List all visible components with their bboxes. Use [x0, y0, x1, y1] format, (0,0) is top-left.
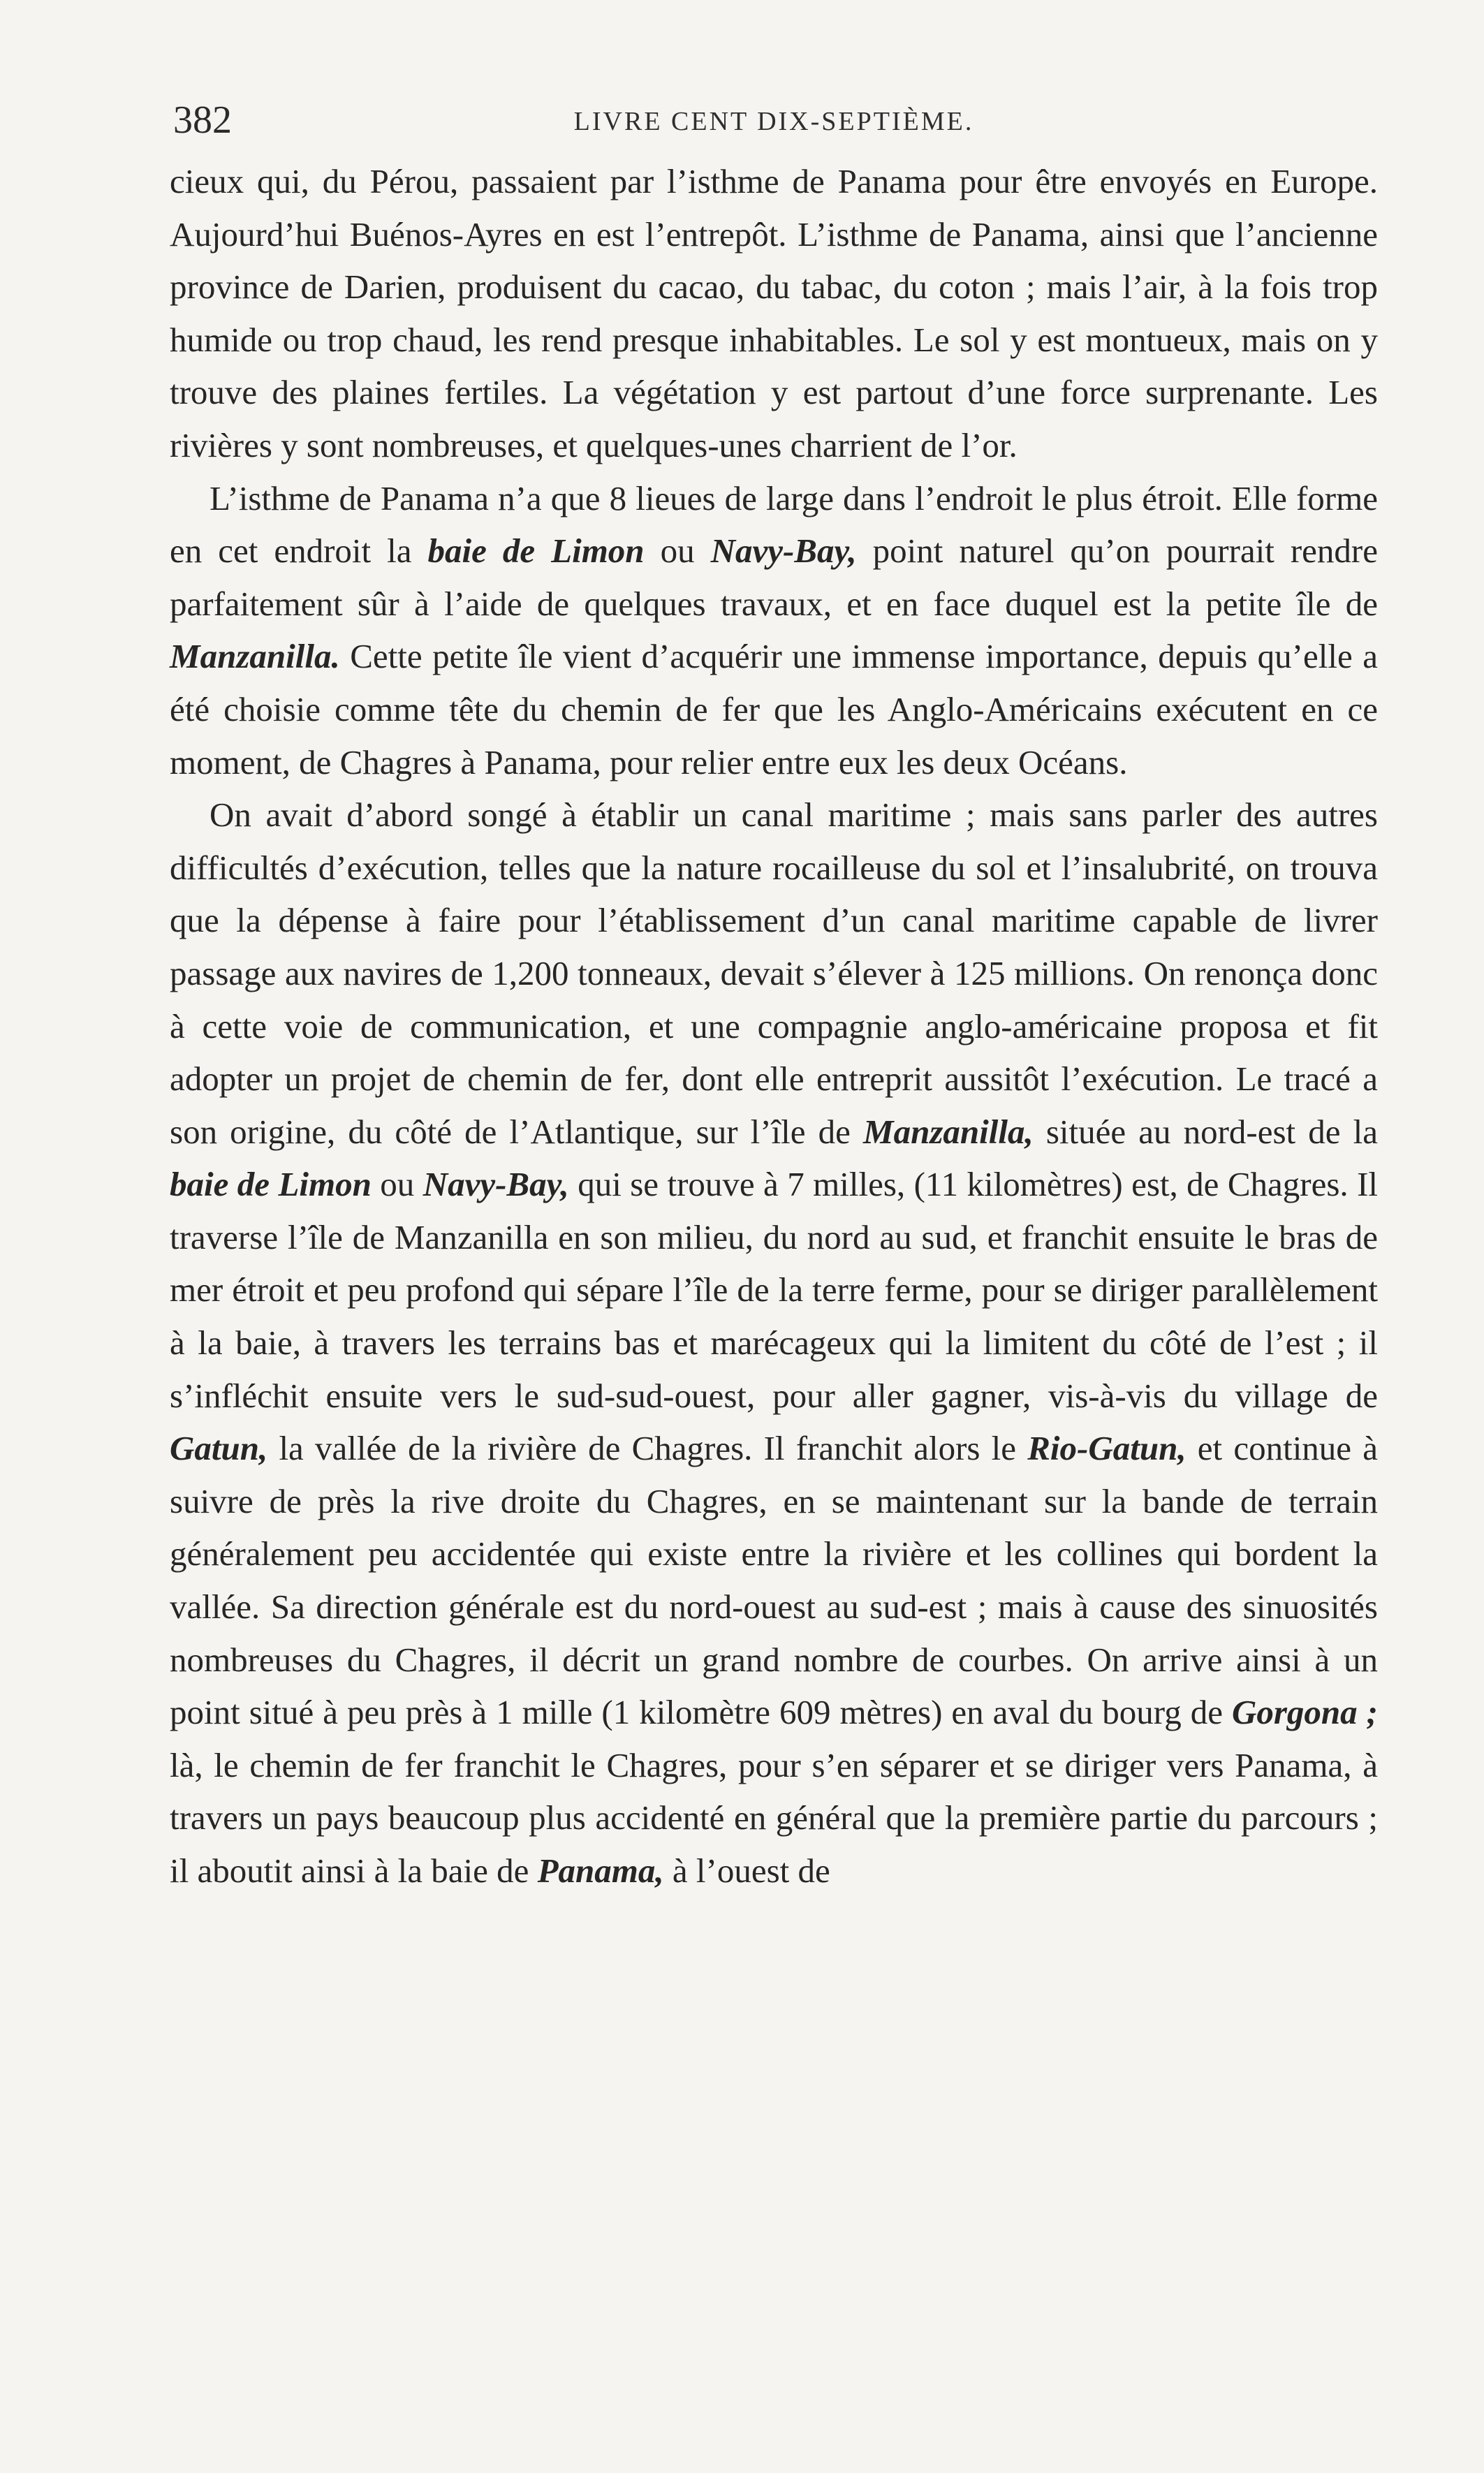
text-run: qui se trouve à 7 milles, (11 kilomètres) est, de Chagres. Il traverse l’île de Manzanilla en son milieu, du nord au sud, et franchit ensuite le bras de mer étroit et peu profond qui sépare l’île de la terre ferme, pour se diriger parallèlement à la baie, à travers les terrains bas et marécageux qui la limitent du côté de l’est ; il s’infléchit ensuite vers le sud-sud-ouest, pour aller gagner, vis-à-vis du village de [170, 1165, 1378, 1415]
text-run: ou [371, 1165, 423, 1204]
italic-term: Navy-Bay, [423, 1165, 569, 1204]
italic-term: Gorgona ; [1231, 1693, 1378, 1732]
text-run: L’isthme de Panama n’a que 8 lieues de large dans l’endroit le plus étroit. Elle forme en cet endroit la [170, 478, 1378, 571]
paragraph [170, 788, 1378, 1897]
text-run: point naturel qu’on pourrait rendre parfaitement sûr à l’aide de quelques travaux, et en face duquel est la petite île de [170, 531, 1378, 623]
text-run: et continue à suivre de près la rive droite du Chagres, en se maintenant sur la bande de terrain généralement peu accidentée qui existe entre la rivière et les collines qui bordent la vallée. Sa direction générale est du nord-ouest au sud-est ; mais à cause des sinuosités nombreuses du Chagres, il décrit un grand nombre de courbes. On arrive ainsi à un point situé à peu près à 1 mille (1 kilomètre 609 mètres) en aval du bourg de [170, 1429, 1378, 1732]
paragraph [170, 472, 1378, 789]
text-run: là, le chemin de fer franchit le Chagres, pour s’en séparer et se diriger vers Panama, à travers un pays beaucoup plus accidenté en général que la première partie du parcours ; il aboutit ainsi à la baie de [170, 1745, 1378, 1890]
running-title: LIVRE CENT DIX-SEPTIÈME. [573, 107, 974, 136]
text-run: située au nord-est de la [1033, 1112, 1378, 1151]
text-run: On avait d’abord songé à établir un canal maritime ; mais sans parler des autres difficultés d’exécution, telles que la nature rocailleuse du sol et l’insalubrité, on trouva que la dépense à faire pour l’établissement d’un canal maritime capable de livrer passage aux navires de 1,200 tonneaux, devait s’élever à 125 millions. On renonça donc à cette voie de communication, et une compagnie anglo-américaine proposa et fit adopter un projet de chemin de fer, dont elle entreprit aussitôt l’exécution. Le tracé a son origine, du côté de l’Atlantique, sur l’île de [170, 795, 1378, 1151]
text-run: Cette petite île vient d’acquérir une immense importance, depuis qu’elle a été choisie comme tête du chemin de fer que les Anglo-Américains exécutent en ce moment, de Chagres à Panama, pour relier entre eux les deux Océans. [170, 637, 1378, 781]
text-run: cieux qui, du Pérou, passaient par l’isthme de Panama pour être envoyés en Europe. Aujourd’hui Buénos-Ayres en est l’entrepôt. L’isthme de Panama, ainsi que l’ancienne province de Darien, produisent du cacao, du tabac, du coton ; mais l’air, à la fois trop humide ou trop chaud, les rend presque inhabitables. Le sol y est montueux, mais on y trouve des plaines fertiles. La végétation y est partout d’une force surprenante. Les rivières y sont nombreuses, et quelques-unes charrient de l’or. [170, 162, 1378, 464]
italic-term: Panama, [537, 1851, 664, 1890]
text-run: ou [644, 531, 711, 571]
italic-term: Gatun, [170, 1429, 268, 1468]
text-run: à l’ouest de [663, 1851, 830, 1890]
italic-term: baie de Limon [427, 531, 645, 571]
paragraph [170, 155, 1378, 472]
italic-term: Rio-Gatun, [1027, 1429, 1187, 1468]
page-number: 382 [173, 98, 232, 142]
italic-term: Manzanilla, [863, 1112, 1034, 1151]
body-text [170, 155, 1378, 1898]
italic-term: Navy-Bay, [710, 531, 857, 571]
page-header [173, 98, 1374, 147]
text-run: la vallée de la rivière de Chagres. Il franchit alors le [267, 1429, 1028, 1468]
italic-term: Manzanilla. [170, 637, 340, 676]
italic-term: baie de Limon [170, 1165, 372, 1204]
